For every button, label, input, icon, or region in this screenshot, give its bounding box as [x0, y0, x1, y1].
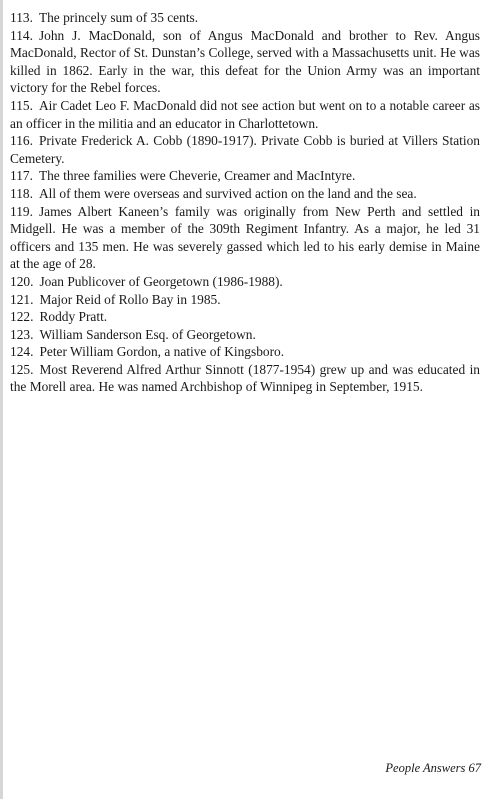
endnote-text: James Albert Kaneen’s family was originally from New Perth and settled in Midgell. He was a member of the 309th Regiment Infantry. As a major, he led 31 officers and 135 men. He was severely gassed which led to his early demise in Maine at the age of 28. [10, 203, 480, 272]
endnote-number: 120. [10, 273, 34, 289]
endnote-number: 117. [10, 168, 33, 184]
endnote-text: Roddy Pratt. [39, 309, 108, 325]
endnote-text: Joan Publicover of Georgetown (1986-1988). [39, 273, 283, 289]
endnote-text: Private Frederick A. Cobb (1890-1917). Private Cobb is buried at Villers Station Cemetery. [10, 133, 480, 166]
endnote-114 [10, 27, 480, 97]
endnote-125 [10, 361, 480, 396]
endnote-text: The princely sum of 35 cents. [38, 10, 199, 25]
endnote-text: Air Cadet Leo F. MacDonald did not see action but went on to a notable career as an officer in the militia and an educator in Charlottetown. [10, 97, 480, 131]
endnote-number: 115. [10, 97, 33, 113]
endnote-115 [10, 97, 480, 132]
endnote-118 [10, 185, 480, 203]
page-edge [0, 0, 3, 799]
endnote-123 [10, 326, 480, 344]
endnote-text: John J. MacDonald, son of Angus MacDonald and brother to Rev. Angus MacDonald, Rector of St. Dunstan’s College, served with a Massachusetts unit. He was killed in 1862. Early in the war, this defeat for the Union Army was an important victory for the Rebel forces. [10, 27, 480, 96]
endnote-number: 121. [10, 291, 34, 307]
endnote-121 [10, 291, 480, 309]
page-footer: People Answers 67 [385, 761, 481, 775]
endnote-number: 122. [10, 309, 34, 325]
endnote-122 [10, 308, 480, 326]
endnote-number: 123. [10, 326, 34, 342]
endnote-124 [10, 343, 480, 361]
endnote-text: The three families were Cheverie, Creamer and MacIntyre. [38, 168, 356, 184]
endnote-number: 114. [10, 27, 33, 43]
endnote-number: 125. [10, 361, 34, 377]
endnote-number: 124. [10, 344, 34, 360]
endnote-113 [10, 9, 480, 27]
endnote-number: 119. [10, 203, 33, 219]
endnote-119 [10, 203, 480, 273]
endnote-116 [10, 132, 480, 167]
endnote-117 [10, 167, 480, 185]
endnote-text: All of them were overseas and survived action on the land and the sea. [38, 185, 417, 201]
endnote-number: 118. [10, 185, 33, 201]
endnote-number: 116. [10, 133, 33, 149]
endnote-120 [10, 273, 480, 291]
endnote-text: William Sanderson Esq. of Georgetown. [39, 326, 256, 342]
endnotes-list [10, 9, 480, 396]
endnote-number: 113. [10, 10, 33, 25]
endnote-text: Major Reid of Rollo Bay in 1985. [39, 291, 221, 307]
endnote-text: Peter William Gordon, a native of Kingsboro. [39, 344, 285, 360]
endnote-text: Most Reverend Alfred Arthur Sinnott (1877-1954) grew up and was educated in the Morell area. He was named Archbishop of Winnipeg in September, 1915. [10, 361, 480, 395]
